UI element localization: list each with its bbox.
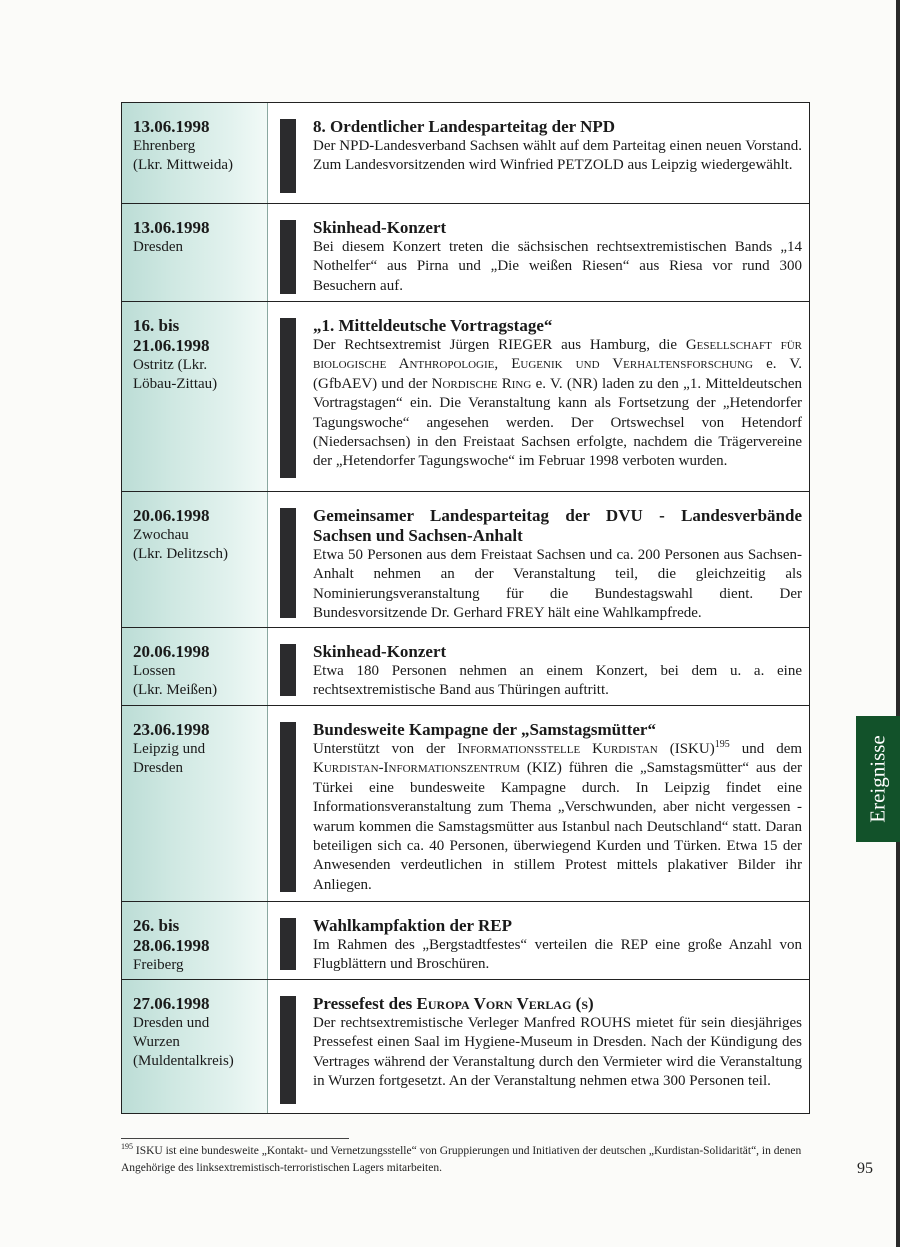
event-body: Bei diesem Konzert treten die sächsischen rechtsextremistischen Bands „14 Nothelfer“ aus Pirna und „Die weißen Riesen“ aus Riesa vor rund 300 Besuchern auf. [313, 239, 802, 294]
marker-bar [280, 119, 296, 193]
event-location: Dresden [133, 760, 183, 776]
event-row [122, 705, 809, 901]
marker-bar [280, 508, 296, 618]
organization-name: Informationsstelle Kurdistan [457, 741, 658, 757]
event-row [122, 103, 809, 203]
footnote-number: 195 [121, 1142, 133, 1152]
event-location: Ostritz (Lkr. [133, 357, 208, 373]
body-text: Unterstützt von der [313, 741, 458, 757]
event-date-end: 28.06.1998 [133, 936, 210, 955]
event-date: 13.06.1998 [133, 117, 210, 136]
title-text: Pressefest des [313, 994, 417, 1013]
event-location: (Lkr. Delitzsch) [133, 546, 228, 562]
event-content [313, 642, 802, 701]
event-date-cell [133, 916, 258, 975]
footnote [121, 1143, 821, 1177]
event-row [122, 979, 809, 1113]
footnote-ref: 195 [714, 739, 730, 750]
event-content [313, 506, 802, 624]
marker-bar [280, 644, 296, 696]
event-title: Wahlkampfaktion der REP [313, 916, 513, 935]
event-row [122, 491, 809, 627]
event-title [313, 994, 802, 1014]
event-date-cell [133, 316, 258, 394]
section-tab-label: Ereignisse [865, 735, 890, 823]
event-content [313, 720, 802, 895]
event-date-cell [133, 720, 258, 778]
body-text: e. V. (NR) laden zu den „1. Mitteldeutschen Vortragstagen“ ein. Die Veranstaltung kann als Fortsetzung der „Hetendorfer Tagungswoche“ angesehen werden. Der Ortswechsel von Hetendorf (Niedersachsen) in den Freistaat Sachsen erfolgte, nachdem die Trägervereine der „Hetendorfer Tagungswoche“ im Februar 1998 verboten wurden. [313, 375, 802, 470]
organization-name: Kurdistan-Informationszentrum [313, 760, 520, 777]
event-body: Der rechtsextremistische Verleger Manfred ROUHS mietet für sein diesjähriges Pressefest einen Saal im Hygiene-Museum in Dresden. Nach der Kündigung des Vertrages während der Veranstaltung durch den Vermieter wird die Veranstaltung in Wurzen fortgesetzt. An der Veranstaltung nehmen etwa 300 Personen teil. [313, 1015, 802, 1090]
event-body [313, 740, 802, 895]
event-date: 20.06.1998 [133, 642, 210, 661]
event-body [313, 336, 802, 472]
organization-name: Gesellschaft für biologische Anthropologie, Eugenik und Verhaltensforschung [313, 337, 802, 373]
event-location: (Lkr. Meißen) [133, 682, 218, 698]
event-location: Löbau-Zittau) [133, 376, 218, 392]
event-title: „1. Mitteldeutsche Vortragstage“ [313, 316, 553, 335]
event-date: 20.06.1998 [133, 506, 210, 525]
event-location: Zwochau [133, 527, 189, 543]
section-tab [856, 716, 900, 842]
event-location: Dresden und [133, 1015, 210, 1031]
event-row [122, 901, 809, 979]
event-row [122, 301, 809, 491]
marker-bar [280, 996, 296, 1104]
event-content [313, 994, 802, 1092]
marker-bar [280, 722, 296, 892]
event-date-cell [133, 117, 258, 175]
event-date: 23.06.1998 [133, 720, 210, 739]
event-title: Gemeinsamer Landesparteitag der DVU - Landesverbände Sachsen und Sachsen-Anhalt [313, 506, 802, 545]
event-title: 8. Ordentlicher Landesparteitag der NPD [313, 117, 616, 136]
body-text: (ISKU) [657, 741, 715, 757]
event-location: Dresden [133, 239, 183, 255]
events-table [121, 102, 810, 1114]
event-date: 16. bis [133, 316, 180, 335]
event-location: Ehrenberg [133, 138, 196, 154]
event-content [313, 316, 802, 472]
event-date-cell [133, 218, 258, 257]
body-text: (KIZ) führen die „Samstagsmütter“ aus der Türkei eine bundesweite Kampagne durch. In Leipzig findet eine Informationsveranstaltung zum Thema „Verschwunden, aber nicht vergessen - warum kommen die Samstagsmütter aus Istanbul nach Deutschland“ statt. Daran beteiligen sich ca. 40 Personen, überwiegend Kurden und Türken. Etwa 15 der Anwesenden verdeutlichen in stillem Protest mittels plakativer Bilder ihr Anliegen. [313, 760, 802, 893]
event-body: Im Rahmen des „Bergstadtfestes“ verteilen die REP eine große Anzahl von Flugblättern und Broschüren. [313, 937, 802, 973]
body-text: und dem [729, 741, 803, 757]
event-location: Lossen [133, 663, 176, 679]
event-body: Etwa 50 Personen aus dem Freistaat Sachsen und ca. 200 Personen aus Sachsen-Anhalt nehmen an der Veranstaltung teil, die gleichzeitig als Nominierungsveranstaltung für die Bundestagswahl dient. Der Bundesvorsitzende Dr. Gerhard FREY hält eine Wahlkampfrede. [313, 547, 802, 622]
event-date-cell [133, 642, 258, 700]
event-location: (Lkr. Mittweida) [133, 157, 233, 173]
marker-bar [280, 918, 296, 970]
event-location: (Muldentalkreis) [133, 1053, 234, 1069]
event-row [122, 627, 809, 705]
event-row [122, 203, 809, 301]
organization-name: Nordische Ring [431, 375, 532, 392]
footnote-text: ISKU ist eine bundesweite „Kontakt- und Vernetzungsstelle“ von Gruppierungen und Initiativen der deutschen „Kurdistan-Solidarität“, in denen Angehörige des linksextremistisch-terroristischen Lagers mitarbeiten. [121, 1145, 802, 1174]
event-content [313, 117, 802, 176]
event-location: Freiberg [133, 957, 184, 973]
event-date: 13.06.1998 [133, 218, 210, 237]
event-date-cell [133, 994, 258, 1071]
publisher-name: Europa Vorn Verlag (s) [416, 994, 594, 1013]
body-text: Der Rechtsextremist Jürgen RIEGER aus Hamburg, die [313, 337, 686, 353]
page-number: 95 [857, 1160, 873, 1177]
event-date-end: 21.06.1998 [133, 336, 210, 355]
event-location: Wurzen [133, 1034, 180, 1050]
event-title: Skinhead-Konzert [313, 218, 447, 237]
event-title: Bundesweite Kampagne der „Samstagsmütter“ [313, 720, 656, 739]
event-body: Etwa 180 Personen nehmen an einem Konzert, bei dem u. a. eine rechtsextremistische Band aus Thüringen auftritt. [313, 663, 802, 699]
event-date-cell [133, 506, 258, 564]
event-title: Skinhead-Konzert [313, 642, 447, 661]
event-date: 26. bis [133, 916, 180, 935]
event-content [313, 218, 802, 296]
event-body: Der NPD-Landesverband Sachsen wählt auf dem Parteitag einen neuen Vorstand. Zum Landesvorsitzenden wird Winfried PETZOLD aus Leipzig wiedergewählt. [313, 138, 802, 174]
event-content [313, 916, 802, 975]
marker-bar [280, 318, 296, 478]
marker-bar [280, 220, 296, 294]
event-location: Leipzig und [133, 741, 206, 757]
body-text: e. V. (GfbAEV) und der [313, 356, 802, 392]
event-date: 27.06.1998 [133, 994, 210, 1013]
page-edge [896, 0, 900, 1247]
footnote-divider [121, 1138, 349, 1139]
